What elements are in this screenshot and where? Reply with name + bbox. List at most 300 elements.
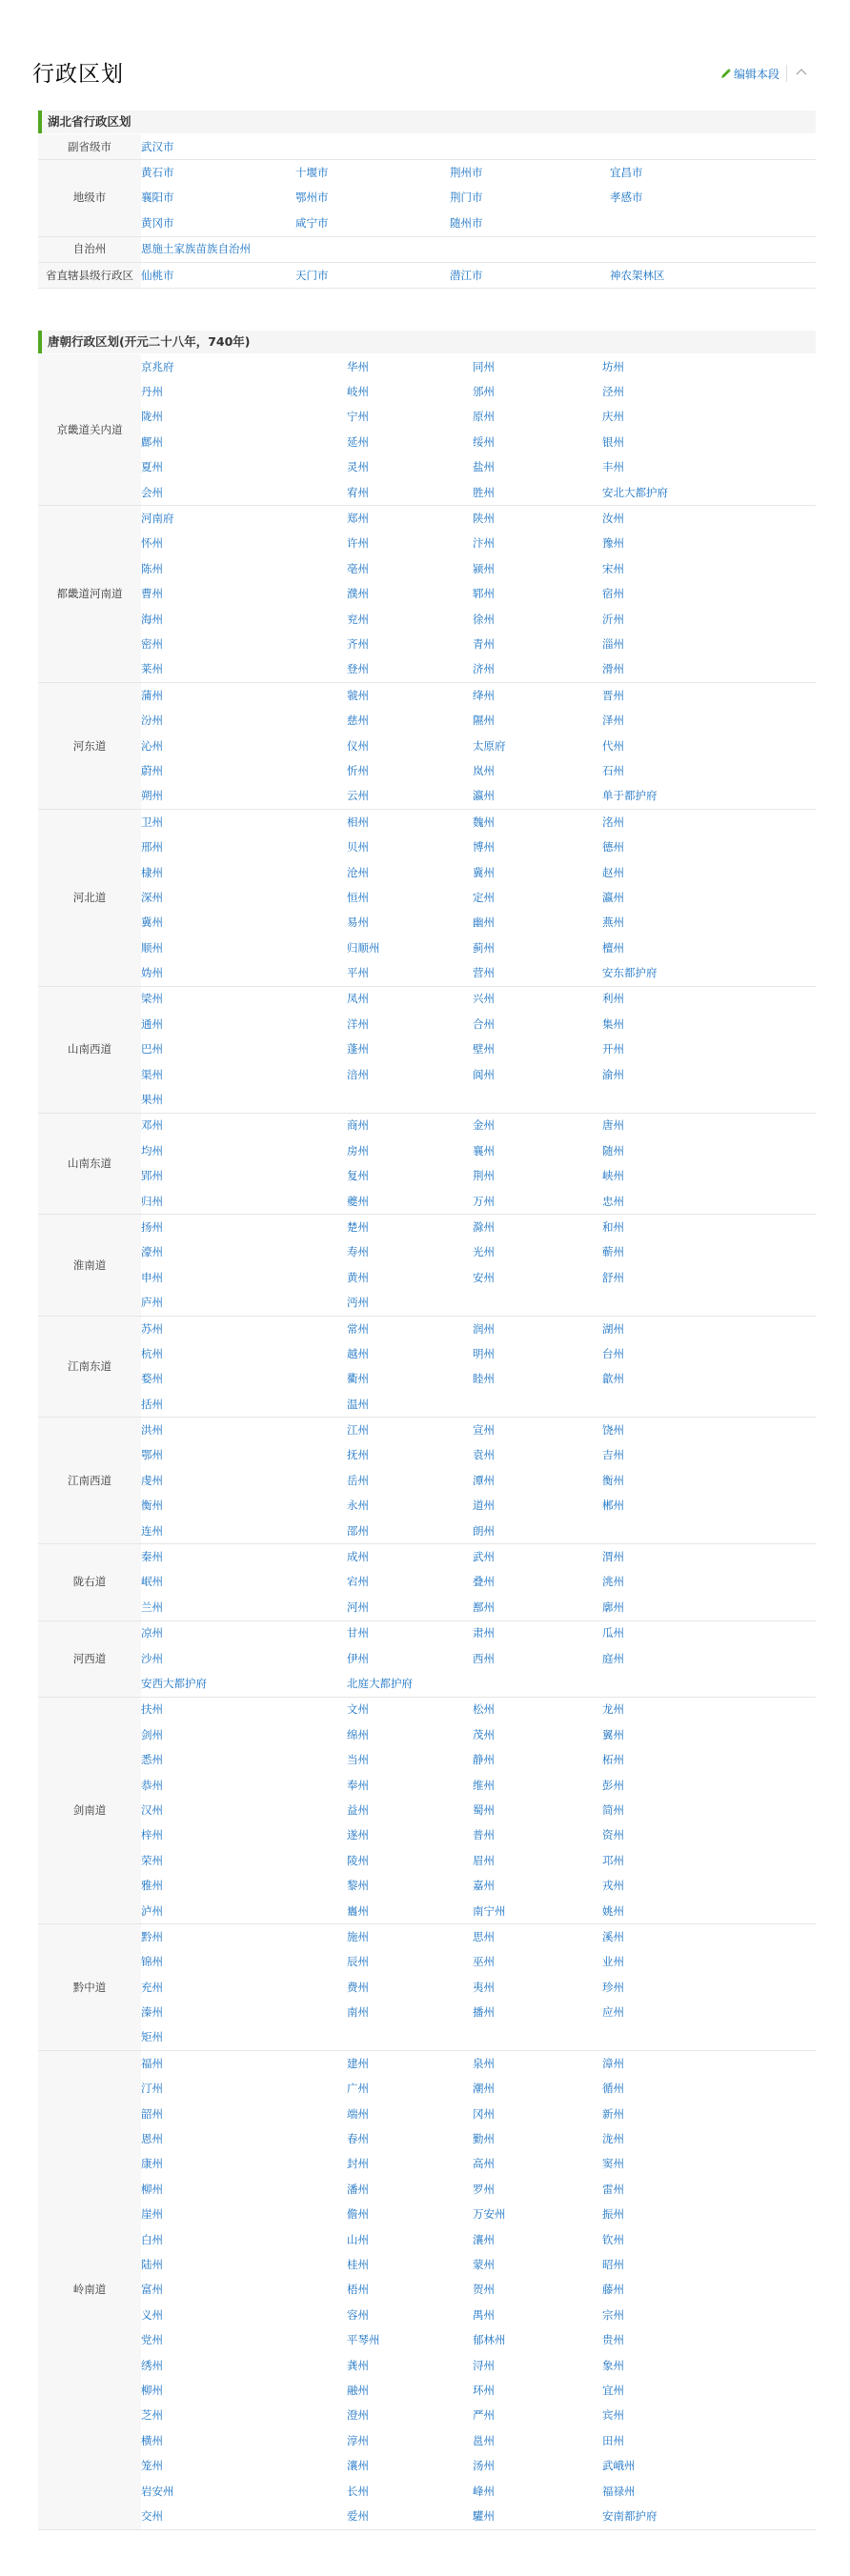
division-link[interactable]: 襄州 bbox=[473, 1143, 495, 1157]
division-link[interactable]: 十堰市 bbox=[295, 166, 329, 180]
division-link[interactable]: 单于都护府 bbox=[602, 789, 658, 803]
division-link[interactable]: 武州 bbox=[473, 1550, 495, 1564]
division-link[interactable]: 绛州 bbox=[473, 688, 495, 702]
division-link[interactable]: 龙州 bbox=[602, 1702, 624, 1717]
division-link[interactable]: 通州 bbox=[141, 1016, 163, 1031]
division-link[interactable]: 灵州 bbox=[347, 460, 369, 474]
division-link[interactable]: 儋州 bbox=[347, 2207, 369, 2222]
division-link[interactable]: 彭州 bbox=[602, 1778, 624, 1792]
division-link[interactable]: 振州 bbox=[602, 2207, 624, 2222]
division-link[interactable]: 梓州 bbox=[141, 1828, 163, 1842]
division-link[interactable]: 兖州 bbox=[347, 612, 369, 626]
division-link[interactable]: 浔州 bbox=[473, 2358, 495, 2372]
division-link[interactable]: 黎州 bbox=[347, 1879, 369, 1893]
division-link[interactable]: 盐州 bbox=[473, 460, 495, 474]
division-link[interactable]: 檀州 bbox=[602, 940, 624, 955]
division-link[interactable]: 眉州 bbox=[473, 1853, 495, 1867]
division-link[interactable]: 濠州 bbox=[141, 1245, 163, 1259]
division-link[interactable]: 武峨州 bbox=[602, 2459, 636, 2473]
division-link[interactable]: 随州市 bbox=[450, 215, 483, 230]
division-link[interactable]: 肃州 bbox=[473, 1626, 495, 1640]
division-link[interactable]: 建州 bbox=[347, 2056, 369, 2070]
division-link[interactable]: 汉州 bbox=[141, 1802, 163, 1817]
division-link[interactable]: 豫州 bbox=[602, 536, 624, 551]
division-link[interactable]: 钦州 bbox=[602, 2232, 624, 2246]
division-link[interactable]: 陈州 bbox=[141, 561, 163, 575]
division-link[interactable]: 窦州 bbox=[602, 2157, 624, 2171]
division-link[interactable]: 奉州 bbox=[347, 1778, 369, 1792]
division-link[interactable]: 舒州 bbox=[602, 1270, 624, 1284]
division-link[interactable]: 泽州 bbox=[602, 714, 624, 728]
division-link[interactable]: 陆州 bbox=[141, 2257, 163, 2271]
division-link[interactable]: 溱州 bbox=[141, 2005, 163, 2020]
division-link[interactable]: 渝州 bbox=[602, 1067, 624, 1081]
division-link[interactable]: 金州 bbox=[473, 1118, 495, 1133]
division-link[interactable]: 深州 bbox=[141, 890, 163, 904]
division-link[interactable]: 密州 bbox=[141, 636, 163, 651]
division-link[interactable]: 襄阳市 bbox=[141, 191, 174, 205]
division-link[interactable]: 河州 bbox=[347, 1600, 369, 1614]
division-link[interactable]: 翼州 bbox=[602, 1727, 624, 1741]
division-link[interactable]: 淄州 bbox=[602, 636, 624, 651]
division-link[interactable]: 应州 bbox=[602, 2005, 624, 2020]
division-link[interactable]: 歙州 bbox=[602, 1372, 624, 1386]
division-link[interactable]: 黔州 bbox=[141, 1929, 163, 1943]
division-link[interactable]: 蒙州 bbox=[473, 2257, 495, 2271]
division-link[interactable]: 宜州 bbox=[602, 2383, 624, 2397]
division-link[interactable]: 普州 bbox=[473, 1828, 495, 1842]
division-link[interactable]: 鄜州 bbox=[141, 434, 163, 449]
division-link[interactable]: 维州 bbox=[473, 1778, 495, 1792]
division-link[interactable]: 晋州 bbox=[602, 688, 624, 702]
division-link[interactable]: 会州 bbox=[141, 485, 163, 499]
division-link[interactable]: 交州 bbox=[141, 2508, 163, 2523]
division-link[interactable]: 贺州 bbox=[473, 2283, 495, 2297]
division-link[interactable]: 孝感市 bbox=[610, 191, 643, 205]
division-link[interactable]: 新州 bbox=[602, 2106, 624, 2121]
division-link[interactable]: 平琴州 bbox=[347, 2333, 380, 2347]
division-link[interactable]: 睦州 bbox=[473, 1372, 495, 1386]
division-link[interactable]: 饶州 bbox=[602, 1423, 624, 1438]
division-link[interactable]: 驩州 bbox=[473, 2508, 495, 2523]
division-link[interactable]: 松州 bbox=[473, 1702, 495, 1717]
division-link[interactable]: 相州 bbox=[347, 815, 369, 829]
division-link[interactable]: 恭州 bbox=[141, 1778, 163, 1792]
division-link[interactable]: 瀼州 bbox=[473, 2232, 495, 2246]
division-link[interactable]: 袁州 bbox=[473, 1448, 495, 1462]
division-link[interactable]: 巂州 bbox=[347, 1903, 369, 1918]
division-link[interactable]: 果州 bbox=[141, 1093, 163, 1107]
division-link[interactable]: 庭州 bbox=[602, 1651, 624, 1665]
division-link[interactable]: 陵州 bbox=[347, 1853, 369, 1867]
division-link[interactable]: 夷州 bbox=[473, 1980, 495, 1994]
division-link[interactable]: 茂州 bbox=[473, 1727, 495, 1741]
division-link[interactable]: 定州 bbox=[473, 890, 495, 904]
division-link[interactable]: 渭州 bbox=[602, 1550, 624, 1564]
division-link[interactable]: 甘州 bbox=[347, 1626, 369, 1640]
division-link[interactable]: 楚州 bbox=[347, 1219, 369, 1234]
division-link[interactable]: 禺州 bbox=[473, 2307, 495, 2322]
division-link[interactable]: 营州 bbox=[473, 966, 495, 980]
division-link[interactable]: 勤州 bbox=[473, 2132, 495, 2146]
division-link[interactable]: 申州 bbox=[141, 1270, 163, 1284]
division-link[interactable]: 顺州 bbox=[141, 940, 163, 955]
division-link[interactable]: 华州 bbox=[347, 359, 369, 373]
division-link[interactable]: 蒲州 bbox=[141, 688, 163, 702]
division-link[interactable]: 妫州 bbox=[141, 966, 163, 980]
division-link[interactable]: 峰州 bbox=[473, 2484, 495, 2498]
division-link[interactable]: 宿州 bbox=[602, 587, 624, 601]
division-link[interactable]: 郓州 bbox=[473, 587, 495, 601]
division-link[interactable]: 邠州 bbox=[473, 385, 495, 399]
division-link[interactable]: 安北大都护府 bbox=[602, 485, 668, 499]
division-link[interactable]: 沁州 bbox=[141, 738, 163, 753]
division-link[interactable]: 遂州 bbox=[347, 1828, 369, 1842]
division-link[interactable]: 博州 bbox=[473, 840, 495, 855]
division-link[interactable]: 南州 bbox=[347, 2005, 369, 2020]
division-link[interactable]: 宕州 bbox=[347, 1575, 369, 1589]
division-link[interactable]: 天门市 bbox=[295, 268, 329, 282]
division-link[interactable]: 衡州 bbox=[602, 1473, 624, 1487]
division-link[interactable]: 忠州 bbox=[602, 1194, 624, 1208]
division-link[interactable]: 漳州 bbox=[602, 2056, 624, 2070]
division-link[interactable]: 秦州 bbox=[141, 1550, 163, 1564]
division-link[interactable]: 富州 bbox=[141, 2283, 163, 2297]
division-link[interactable]: 虢州 bbox=[347, 688, 369, 702]
division-link[interactable]: 沔州 bbox=[347, 1296, 369, 1310]
division-link[interactable]: 明州 bbox=[473, 1346, 495, 1360]
division-link[interactable]: 珍州 bbox=[602, 1980, 624, 1994]
division-link[interactable]: 长州 bbox=[347, 2484, 369, 2498]
division-link[interactable]: 汀州 bbox=[141, 2082, 163, 2096]
division-link[interactable]: 太原府 bbox=[473, 738, 506, 753]
division-link[interactable]: 安南都护府 bbox=[602, 2508, 658, 2523]
edit-section-link[interactable] bbox=[720, 66, 779, 83]
division-link[interactable]: 黄冈市 bbox=[141, 215, 174, 230]
division-link[interactable]: 鄂州市 bbox=[295, 191, 329, 205]
division-link[interactable]: 抚州 bbox=[347, 1448, 369, 1462]
division-link[interactable]: 汤州 bbox=[473, 2459, 495, 2473]
division-link[interactable]: 同州 bbox=[473, 359, 495, 373]
division-link[interactable]: 姚州 bbox=[602, 1903, 624, 1918]
division-link[interactable]: 循州 bbox=[602, 2082, 624, 2096]
division-link[interactable]: 夏州 bbox=[141, 460, 163, 474]
division-link[interactable]: 莱州 bbox=[141, 662, 163, 676]
division-link[interactable]: 湖州 bbox=[602, 1321, 624, 1336]
division-link[interactable]: 宜昌市 bbox=[610, 166, 643, 180]
division-link[interactable]: 福州 bbox=[141, 2056, 163, 2070]
division-link[interactable]: 严州 bbox=[473, 2408, 495, 2423]
division-link[interactable]: 叠州 bbox=[473, 1575, 495, 1589]
division-link[interactable]: 芝州 bbox=[141, 2408, 163, 2423]
division-link[interactable]: 赵州 bbox=[602, 865, 624, 879]
division-link[interactable]: 邢州 bbox=[141, 840, 163, 855]
division-link[interactable]: 夔州 bbox=[347, 1194, 369, 1208]
division-link[interactable]: 封州 bbox=[347, 2157, 369, 2171]
division-link[interactable]: 道州 bbox=[473, 1499, 495, 1513]
division-link[interactable]: 卫州 bbox=[141, 815, 163, 829]
division-link[interactable]: 岷州 bbox=[141, 1575, 163, 1589]
division-link[interactable]: 蓟州 bbox=[473, 940, 495, 955]
division-link[interactable]: 山州 bbox=[347, 2232, 369, 2246]
division-link[interactable]: 简州 bbox=[602, 1802, 624, 1817]
division-link[interactable]: 许州 bbox=[347, 536, 369, 551]
division-link[interactable]: 朔州 bbox=[141, 789, 163, 803]
division-link[interactable]: 绥州 bbox=[473, 434, 495, 449]
division-link[interactable]: 淳州 bbox=[347, 2433, 369, 2447]
division-link[interactable]: 潘州 bbox=[347, 2182, 369, 2196]
division-link[interactable]: 万州 bbox=[473, 1194, 495, 1208]
division-link[interactable]: 银州 bbox=[602, 434, 624, 449]
division-link[interactable]: 高州 bbox=[473, 2157, 495, 2171]
division-link[interactable]: 亳州 bbox=[347, 561, 369, 575]
division-link[interactable]: 宣州 bbox=[473, 1423, 495, 1438]
division-link[interactable]: 福禄州 bbox=[602, 2484, 636, 2498]
division-link[interactable]: 潭州 bbox=[473, 1473, 495, 1487]
division-link[interactable]: 绵州 bbox=[347, 1727, 369, 1741]
division-link[interactable]: 慈州 bbox=[347, 714, 369, 728]
division-link[interactable]: 伊州 bbox=[347, 1651, 369, 1665]
division-link[interactable]: 巫州 bbox=[473, 1955, 495, 1969]
division-link[interactable]: 泷州 bbox=[602, 2132, 624, 2146]
division-link[interactable]: 充州 bbox=[141, 1980, 163, 1994]
division-link[interactable]: 雅州 bbox=[141, 1879, 163, 1893]
division-link[interactable]: 梁州 bbox=[141, 992, 163, 1006]
division-link[interactable]: 宥州 bbox=[347, 485, 369, 499]
division-link[interactable]: 洺州 bbox=[602, 815, 624, 829]
division-link[interactable]: 澄州 bbox=[347, 2408, 369, 2423]
division-link[interactable]: 忻州 bbox=[347, 763, 369, 777]
division-link[interactable]: 冈州 bbox=[473, 2106, 495, 2121]
division-link[interactable]: 衢州 bbox=[347, 1372, 369, 1386]
division-link[interactable]: 平州 bbox=[347, 966, 369, 980]
division-link[interactable]: 万安州 bbox=[473, 2207, 506, 2222]
division-link[interactable]: 吉州 bbox=[602, 1448, 624, 1462]
division-link[interactable]: 当州 bbox=[347, 1753, 369, 1767]
division-link[interactable]: 德州 bbox=[602, 840, 624, 855]
division-link[interactable]: 黄石市 bbox=[141, 166, 174, 180]
division-link[interactable]: 邵州 bbox=[347, 1523, 369, 1538]
division-link[interactable]: 连州 bbox=[141, 1523, 163, 1538]
division-link[interactable]: 衡州 bbox=[141, 1499, 163, 1513]
division-link[interactable]: 代州 bbox=[602, 738, 624, 753]
division-link[interactable]: 神农架林区 bbox=[610, 268, 665, 282]
division-link[interactable]: 宾州 bbox=[602, 2408, 624, 2423]
division-link[interactable]: 宁州 bbox=[347, 410, 369, 424]
division-link[interactable]: 温州 bbox=[347, 1397, 369, 1411]
division-link[interactable]: 安州 bbox=[473, 1270, 495, 1284]
division-link[interactable]: 岚州 bbox=[473, 763, 495, 777]
division-link[interactable]: 庐州 bbox=[141, 1296, 163, 1310]
division-link[interactable]: 岳州 bbox=[347, 1473, 369, 1487]
division-link[interactable]: 苏州 bbox=[141, 1321, 163, 1336]
division-link[interactable]: 龚州 bbox=[347, 2358, 369, 2372]
division-link[interactable]: 安西大都护府 bbox=[141, 1677, 207, 1690]
division-link[interactable]: 矩州 bbox=[141, 2030, 163, 2044]
division-link[interactable]: 常州 bbox=[347, 1321, 369, 1336]
division-link[interactable]: 静州 bbox=[473, 1753, 495, 1767]
division-link[interactable]: 隰州 bbox=[473, 714, 495, 728]
division-link[interactable]: 涪州 bbox=[347, 1067, 369, 1081]
division-link[interactable]: 潮州 bbox=[473, 2082, 495, 2096]
division-link[interactable]: 沙州 bbox=[141, 1651, 163, 1665]
division-link[interactable]: 瀛州 bbox=[602, 890, 624, 904]
division-link[interactable]: 罗州 bbox=[473, 2182, 495, 2196]
division-link[interactable]: 凤州 bbox=[347, 992, 369, 1006]
division-link[interactable]: 岐州 bbox=[347, 385, 369, 399]
division-link[interactable]: 泸州 bbox=[141, 1903, 163, 1918]
division-link[interactable]: 阆州 bbox=[473, 1067, 495, 1081]
division-link[interactable]: 悉州 bbox=[141, 1753, 163, 1767]
division-link[interactable]: 丹州 bbox=[141, 385, 163, 399]
division-link[interactable]: 容州 bbox=[347, 2307, 369, 2322]
division-link[interactable]: 兴州 bbox=[473, 992, 495, 1006]
division-link[interactable]: 业州 bbox=[602, 1955, 624, 1969]
division-link[interactable]: 峡州 bbox=[602, 1169, 624, 1183]
division-link[interactable]: 颍州 bbox=[473, 561, 495, 575]
division-link[interactable]: 武汉市 bbox=[141, 139, 174, 153]
division-link[interactable]: 剑州 bbox=[141, 1727, 163, 1741]
division-link[interactable]: 南宁州 bbox=[473, 1903, 506, 1918]
division-link[interactable]: 梧州 bbox=[347, 2283, 369, 2297]
division-link[interactable]: 宗州 bbox=[602, 2307, 624, 2322]
division-link[interactable]: 郁林州 bbox=[473, 2333, 506, 2347]
division-link[interactable]: 云州 bbox=[347, 789, 369, 803]
division-link[interactable]: 复州 bbox=[347, 1169, 369, 1183]
division-link[interactable]: 沧州 bbox=[347, 865, 369, 879]
division-link[interactable]: 洋州 bbox=[347, 1016, 369, 1031]
division-link[interactable]: 环州 bbox=[473, 2383, 495, 2397]
division-link[interactable]: 房州 bbox=[347, 1143, 369, 1157]
division-link[interactable]: 易州 bbox=[347, 916, 369, 930]
division-link[interactable]: 绣州 bbox=[141, 2358, 163, 2372]
division-link[interactable]: 端州 bbox=[347, 2106, 369, 2121]
division-link[interactable]: 京兆府 bbox=[141, 359, 174, 373]
division-link[interactable]: 黄州 bbox=[347, 1270, 369, 1284]
division-link[interactable]: 棣州 bbox=[141, 865, 163, 879]
division-link[interactable]: 魏州 bbox=[473, 815, 495, 829]
division-link[interactable]: 成州 bbox=[347, 1550, 369, 1564]
division-link[interactable]: 雷州 bbox=[602, 2182, 624, 2196]
division-link[interactable]: 笼州 bbox=[141, 2459, 163, 2473]
division-link[interactable]: 润州 bbox=[473, 1321, 495, 1336]
division-link[interactable]: 江州 bbox=[347, 1423, 369, 1438]
division-link[interactable]: 郑州 bbox=[347, 512, 369, 526]
division-link[interactable]: 坊州 bbox=[602, 359, 624, 373]
division-link[interactable]: 汴州 bbox=[473, 536, 495, 551]
division-link[interactable]: 洮州 bbox=[602, 1575, 624, 1589]
division-link[interactable]: 原州 bbox=[473, 410, 495, 424]
division-link[interactable]: 费州 bbox=[347, 1980, 369, 1994]
division-link[interactable]: 义州 bbox=[141, 2307, 163, 2322]
division-link[interactable]: 燕州 bbox=[602, 916, 624, 930]
division-link[interactable]: 泾州 bbox=[602, 385, 624, 399]
division-link[interactable]: 思州 bbox=[473, 1929, 495, 1943]
division-link[interactable]: 洪州 bbox=[141, 1423, 163, 1438]
division-link[interactable]: 咸宁市 bbox=[295, 215, 329, 230]
division-link[interactable]: 郴州 bbox=[602, 1499, 624, 1513]
division-link[interactable]: 滁州 bbox=[473, 1219, 495, 1234]
division-link[interactable]: 播州 bbox=[473, 2005, 495, 2020]
division-link[interactable]: 寿州 bbox=[347, 1245, 369, 1259]
division-link[interactable]: 婺州 bbox=[141, 1372, 163, 1386]
division-link[interactable]: 安东都护府 bbox=[602, 966, 658, 980]
division-link[interactable]: 康州 bbox=[141, 2157, 163, 2171]
division-link[interactable]: 延州 bbox=[347, 434, 369, 449]
division-link[interactable]: 邓州 bbox=[141, 1118, 163, 1133]
division-link[interactable]: 青州 bbox=[473, 636, 495, 651]
division-link[interactable]: 邕州 bbox=[473, 2433, 495, 2447]
division-link[interactable]: 归顺州 bbox=[347, 940, 380, 955]
division-link[interactable]: 齐州 bbox=[347, 636, 369, 651]
division-link[interactable]: 崖州 bbox=[141, 2207, 163, 2222]
division-link[interactable]: 滑州 bbox=[602, 662, 624, 676]
division-link[interactable]: 贵州 bbox=[602, 2333, 624, 2347]
division-link[interactable]: 兰州 bbox=[141, 1600, 163, 1614]
division-link[interactable]: 集州 bbox=[602, 1016, 624, 1031]
division-link[interactable]: 荆州市 bbox=[450, 166, 483, 180]
division-link[interactable]: 岩安州 bbox=[141, 2484, 174, 2498]
division-link[interactable]: 荆门市 bbox=[450, 191, 483, 205]
division-link[interactable]: 扬州 bbox=[141, 1219, 163, 1234]
division-link[interactable]: 昭州 bbox=[602, 2257, 624, 2271]
division-link[interactable]: 冀州 bbox=[473, 865, 495, 879]
division-link[interactable]: 荆州 bbox=[473, 1169, 495, 1183]
division-link[interactable]: 仪州 bbox=[347, 738, 369, 753]
division-link[interactable]: 虔州 bbox=[141, 1473, 163, 1487]
division-link[interactable]: 济州 bbox=[473, 662, 495, 676]
division-link[interactable]: 瀛州 bbox=[473, 789, 495, 803]
division-link[interactable]: 辰州 bbox=[347, 1955, 369, 1969]
division-link[interactable]: 戎州 bbox=[602, 1879, 624, 1893]
division-link[interactable]: 陕州 bbox=[473, 512, 495, 526]
division-link[interactable]: 宋州 bbox=[602, 561, 624, 575]
division-link[interactable]: 嘉州 bbox=[473, 1879, 495, 1893]
division-link[interactable]: 桂州 bbox=[347, 2257, 369, 2271]
division-link[interactable]: 邛州 bbox=[602, 1853, 624, 1867]
division-link[interactable]: 文州 bbox=[347, 1702, 369, 1717]
division-link[interactable]: 瓜州 bbox=[602, 1626, 624, 1640]
division-link[interactable]: 蕲州 bbox=[602, 1245, 624, 1259]
division-link[interactable]: 益州 bbox=[347, 1802, 369, 1817]
division-link[interactable]: 爱州 bbox=[347, 2508, 369, 2523]
division-link[interactable]: 徐州 bbox=[473, 612, 495, 626]
division-link[interactable]: 归州 bbox=[141, 1194, 163, 1208]
division-link[interactable]: 柳州 bbox=[141, 2383, 163, 2397]
division-link[interactable]: 开州 bbox=[602, 1042, 624, 1057]
division-link[interactable]: 幽州 bbox=[473, 916, 495, 930]
division-link[interactable]: 施州 bbox=[347, 1929, 369, 1943]
division-link[interactable]: 怀州 bbox=[141, 536, 163, 551]
division-link[interactable]: 巴州 bbox=[141, 1042, 163, 1057]
division-link[interactable]: 台州 bbox=[602, 1346, 624, 1360]
division-link[interactable]: 恩州 bbox=[141, 2132, 163, 2146]
division-link[interactable]: 利州 bbox=[602, 992, 624, 1006]
division-link[interactable]: 潜江市 bbox=[450, 268, 483, 282]
division-link[interactable]: 曹州 bbox=[141, 587, 163, 601]
division-link[interactable]: 渠州 bbox=[141, 1067, 163, 1081]
division-link[interactable]: 鄯州 bbox=[473, 1600, 495, 1614]
division-link[interactable]: 田州 bbox=[602, 2433, 624, 2447]
division-link[interactable]: 鄂州 bbox=[141, 1448, 163, 1462]
division-link[interactable]: 汝州 bbox=[602, 512, 624, 526]
division-link[interactable]: 仙桃市 bbox=[141, 268, 174, 282]
division-link[interactable]: 白州 bbox=[141, 2232, 163, 2246]
division-link[interactable]: 溪州 bbox=[602, 1929, 624, 1943]
division-link[interactable]: 贝州 bbox=[347, 840, 369, 855]
division-link[interactable]: 广州 bbox=[347, 2082, 369, 2096]
division-link[interactable]: 资州 bbox=[602, 1828, 624, 1842]
